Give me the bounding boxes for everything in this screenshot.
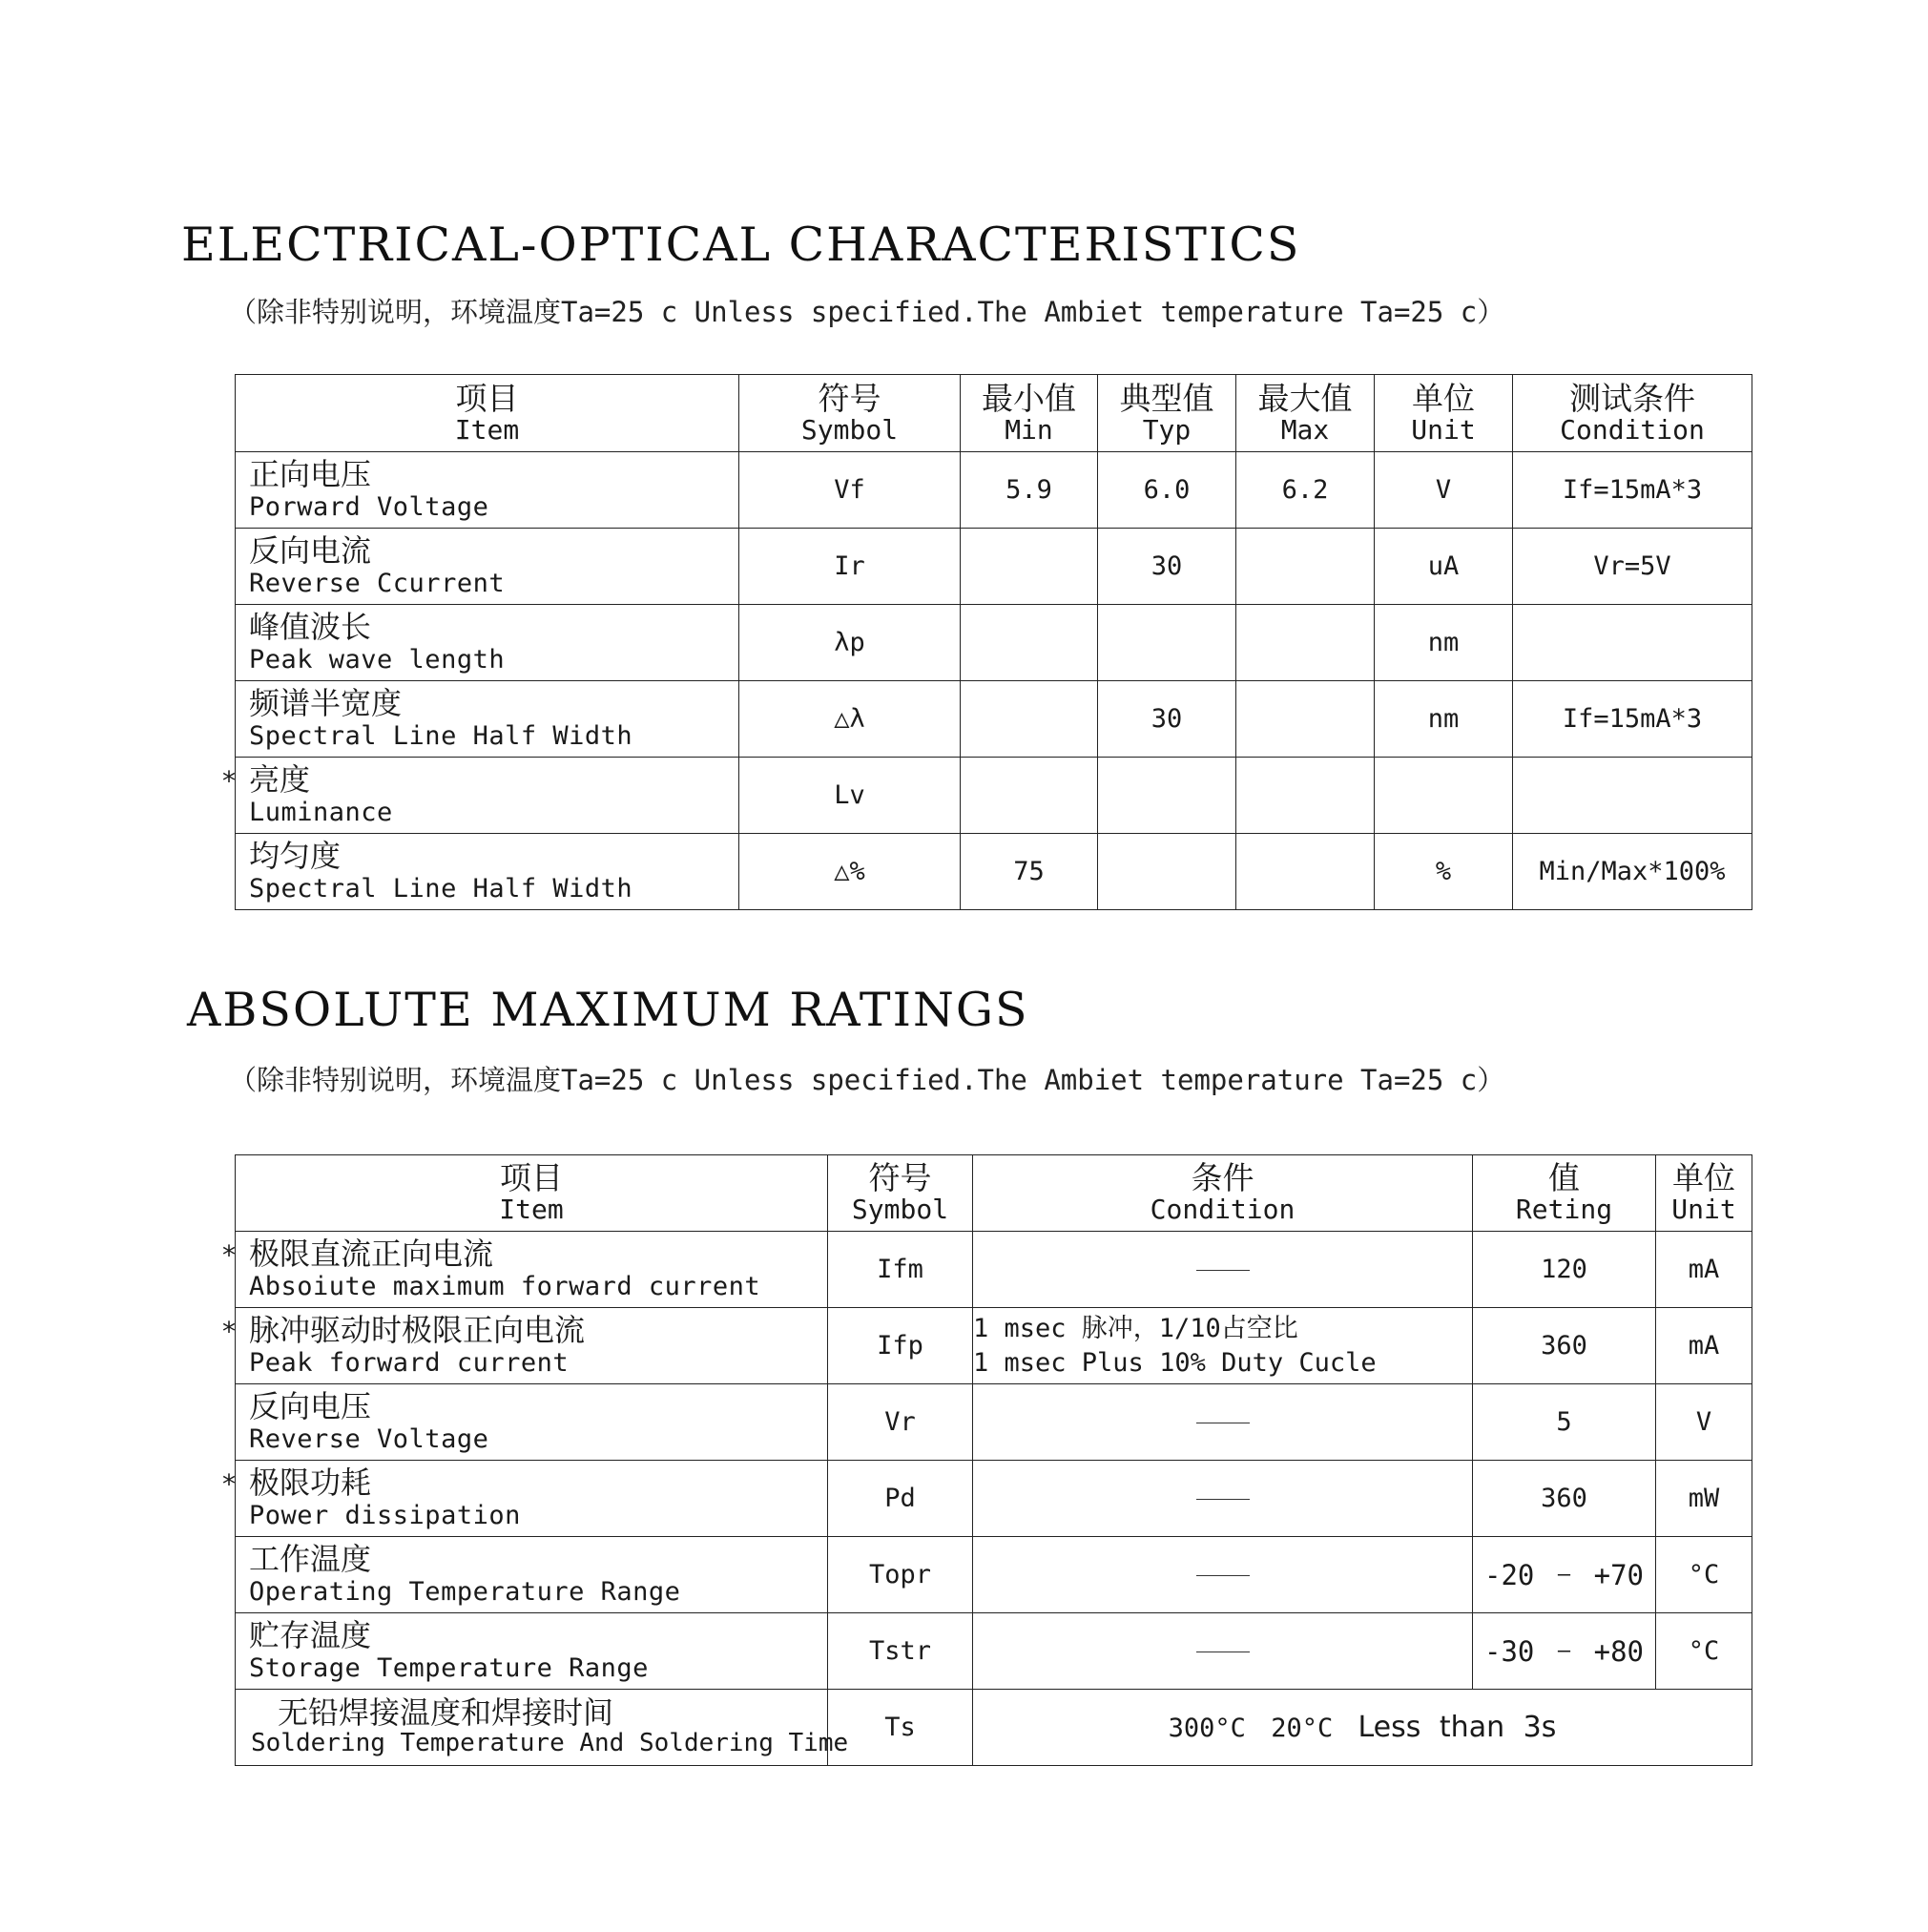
rating-separator: — <box>1557 1563 1571 1587</box>
condition-cell <box>973 1537 1473 1613</box>
symbol-cell: Vr <box>828 1384 973 1461</box>
unit-cell: V <box>1656 1384 1752 1461</box>
min-cell: 75 <box>961 834 1098 910</box>
max-cell <box>1236 834 1375 910</box>
header-condition: 测试条件 Condition <box>1513 375 1752 452</box>
condition-cell <box>973 1308 1473 1384</box>
rating-high: +80 <box>1593 1634 1644 1668</box>
max-cell <box>1236 605 1375 681</box>
unit-cell: °C <box>1656 1613 1752 1690</box>
min-cell <box>961 681 1098 758</box>
rating-cell <box>1473 1537 1656 1613</box>
electrical-title: ELECTRICAL-OPTICAL CHARACTERISTICS <box>181 218 1301 272</box>
header-item: 项目 Item <box>236 375 739 452</box>
rating-cell: 120 <box>1473 1232 1656 1308</box>
typ-cell <box>1098 834 1236 910</box>
rating-separator: — <box>1557 1639 1571 1663</box>
symbol-cell: Ir <box>739 529 961 605</box>
typ-cell: 30 <box>1098 529 1236 605</box>
rating-cell: 360 <box>1473 1308 1656 1384</box>
header-condition: 条件 Condition <box>973 1155 1473 1232</box>
item-cell: 反向电流 Reverse Ccurrent <box>236 529 739 605</box>
symbol-cell: Ts <box>828 1690 973 1766</box>
typ-cell <box>1098 605 1236 681</box>
soldering-condition-cell <box>973 1690 1752 1766</box>
condition-cell <box>973 1461 1473 1537</box>
symbol-cell: λp <box>739 605 961 681</box>
table-row <box>236 605 1752 681</box>
electrical-note: （除非特别说明，环境温度Ta=25 c Unless specified.The Ambiet temperature Ta=25 c） <box>229 296 1505 328</box>
item-cell: 均匀度 Spectral Line Half Width <box>236 834 739 910</box>
condition-cell <box>973 1232 1473 1308</box>
header-rating: 值 Reting <box>1473 1155 1656 1232</box>
dash-mark <box>1196 1270 1250 1271</box>
unit-cell: uA <box>1375 529 1513 605</box>
condition-cell <box>1513 605 1752 681</box>
unit-cell: nm <box>1375 681 1513 758</box>
unit-cell: % <box>1375 834 1513 910</box>
header-unit: 单位 Unit <box>1375 375 1513 452</box>
absolute-table <box>222 1154 1752 1766</box>
symbol-cell: Lv <box>739 758 961 834</box>
condition-cell: Min/Max*100% <box>1513 834 1752 910</box>
absolute-note: （除非特别说明，环境温度Ta=25 c Unless specified.The Ambiet temperature Ta=25 c） <box>229 1064 1505 1096</box>
header-typ: 典型值 Typ <box>1098 375 1236 452</box>
condition-cell: If=15mA*3 <box>1513 452 1752 529</box>
condition-cell <box>973 1384 1473 1461</box>
unit-cell: nm <box>1375 605 1513 681</box>
unit-cell: mA <box>1656 1308 1752 1384</box>
table-row <box>236 1308 1752 1384</box>
item-cell: * 极限直流正向电流 Absoiute maximum forward current <box>236 1232 828 1308</box>
unit-cell: °C <box>1656 1537 1752 1613</box>
table-row <box>236 529 1752 605</box>
asterisk-mark: * <box>222 1468 236 1501</box>
condition-cell <box>973 1613 1473 1690</box>
table-row <box>236 1232 1752 1308</box>
symbol-cell: Ifm <box>828 1232 973 1308</box>
symbol-cell: Vf <box>739 452 961 529</box>
item-cell: 贮存温度 Storage Temperature Range <box>236 1613 828 1690</box>
table-row <box>236 834 1752 910</box>
max-cell: 6.2 <box>1236 452 1375 529</box>
condition-cell: If=15mA*3 <box>1513 681 1752 758</box>
header-symbol: 符号 Symbol <box>828 1155 973 1232</box>
absolute-title: ABSOLUTE MAXIMUM RATINGS <box>187 983 1029 1037</box>
symbol-cell: △% <box>739 834 961 910</box>
max-cell <box>1236 529 1375 605</box>
asterisk-mark: * <box>222 765 236 798</box>
table-row <box>236 1384 1752 1461</box>
max-cell <box>1236 758 1375 834</box>
header-item: 项目 Item <box>236 1155 828 1232</box>
rating-cell <box>1473 1613 1656 1690</box>
typ-cell: 30 <box>1098 681 1236 758</box>
table-row <box>236 681 1752 758</box>
min-cell <box>961 529 1098 605</box>
unit-cell <box>1375 758 1513 834</box>
symbol-cell: △λ <box>739 681 961 758</box>
max-cell <box>1236 681 1375 758</box>
soldering-tolerance: 20°C <box>1271 1714 1334 1743</box>
item-cell: 无铅焊接温度和焊接时间 Soldering Temperature And Soldering Time <box>236 1690 828 1766</box>
table-row <box>236 758 1752 834</box>
unit-cell: V <box>1375 452 1513 529</box>
electrical-table <box>222 374 1752 910</box>
table-row <box>236 1537 1752 1613</box>
item-cell: 工作温度 Operating Temperature Range <box>236 1537 828 1613</box>
table-row <box>236 1461 1752 1537</box>
condition-en: 1 msec Plus 10% Duty Cucle <box>973 1347 1377 1378</box>
table-header-row <box>236 1155 1752 1232</box>
asterisk-mark: * <box>222 1316 236 1348</box>
dash-mark <box>1196 1499 1250 1500</box>
rating-cell: 360 <box>1473 1461 1656 1537</box>
item-cell: 峰值波长 Peak wave length <box>236 605 739 681</box>
typ-cell: 6.0 <box>1098 452 1236 529</box>
symbol-cell: Topr <box>828 1537 973 1613</box>
table-header-row <box>236 375 1752 452</box>
rating-low: -30 <box>1484 1634 1535 1668</box>
header-symbol: 符号 Symbol <box>739 375 961 452</box>
item-cell: 频谱半宽度 Spectral Line Half Width <box>236 681 739 758</box>
item-cell: * 脉冲驱动时极限正向电流 Peak forward current <box>236 1308 828 1384</box>
condition-cell: Vr=5V <box>1513 529 1752 605</box>
unit-cell: mA <box>1656 1232 1752 1308</box>
min-cell <box>961 605 1098 681</box>
header-max: 最大值 Max <box>1236 375 1375 452</box>
symbol-cell: Pd <box>828 1461 973 1537</box>
condition-cn: 1 msec 脉冲，1/10占空比 <box>973 1314 1298 1344</box>
table-row <box>236 1613 1752 1690</box>
symbol-cell: Tstr <box>828 1613 973 1690</box>
item-cell: * 极限功耗 Power dissipation <box>236 1461 828 1537</box>
condition-cell <box>1513 758 1752 834</box>
min-cell <box>961 758 1098 834</box>
table-row-soldering <box>236 1690 1752 1766</box>
min-cell: 5.9 <box>961 452 1098 529</box>
soldering-temp: 300°C <box>1168 1714 1246 1743</box>
header-min: 最小值 Min <box>961 375 1098 452</box>
rating-high: +70 <box>1593 1558 1644 1591</box>
symbol-cell: Ifp <box>828 1308 973 1384</box>
asterisk-mark: * <box>222 1239 236 1272</box>
typ-cell <box>1098 758 1236 834</box>
soldering-time: Less than 3s <box>1358 1711 1557 1744</box>
table-row <box>236 452 1752 529</box>
header-unit: 单位 Unit <box>1656 1155 1752 1232</box>
item-cell: 正向电压 Porward Voltage <box>236 452 739 529</box>
item-cell: 反向电压 Reverse Voltage <box>236 1384 828 1461</box>
rating-cell: 5 <box>1473 1384 1656 1461</box>
dash-mark <box>1196 1575 1250 1576</box>
rating-low: -20 <box>1484 1558 1535 1591</box>
unit-cell: mW <box>1656 1461 1752 1537</box>
item-cell: * 亮度 Luminance <box>236 758 739 834</box>
